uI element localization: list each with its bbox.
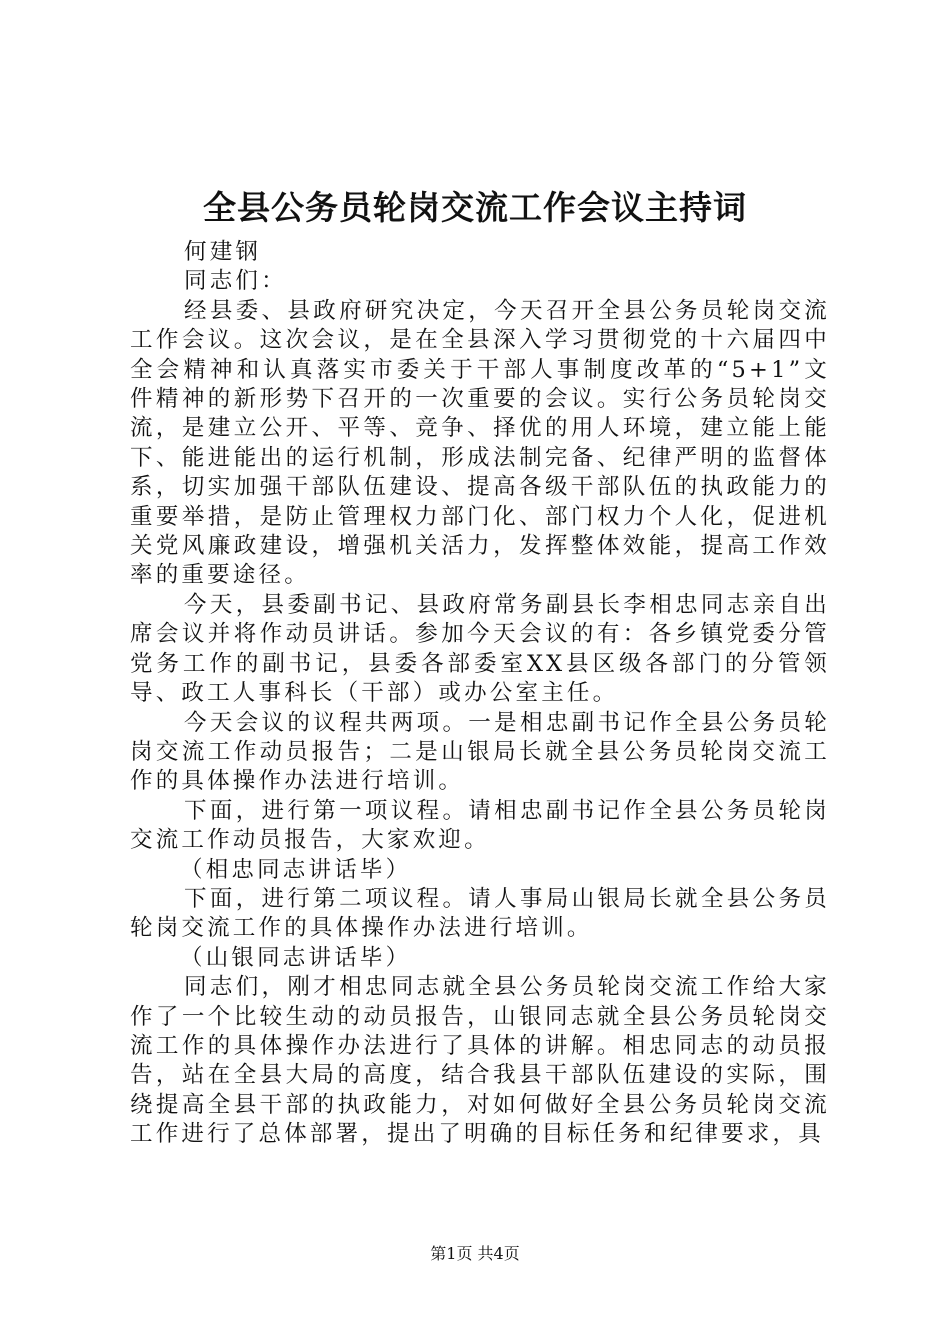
body-paragraph: 同志们，刚才相忠同志就全县公务员轮岗交流工作给大家作了一个比较生动的动员报告，山银同志就全县公务员轮岗交流工作的具体操作办法进行了具体的讲解。相忠同志的动员报告，站在全县大局的高度，结合我县干部队伍建设的实际，围绕提高全县干部的执政能力，对如何做好全县公务员轮岗交流工作进行了总体部署，提出了明确的目标任务和纪律要求，具	[130, 974, 830, 1148]
salutation-line: 同志们：	[184, 268, 287, 295]
body-paragraph: 下面，进行第一项议程。请相忠副书记作全县公务员轮岗交流工作动员报告，大家欢迎。	[130, 797, 830, 854]
document-body	[130, 238, 830, 1150]
body-paragraph: 下面，进行第二项议程。请人事局山银局长就全县公务员轮岗交流工作的具体操作办法进行培训。	[130, 885, 830, 942]
stage-note: （山银同志讲话毕）	[180, 944, 412, 971]
author-line: 何建钢	[184, 239, 262, 265]
body-paragraph: 今天，县委副书记、县政府常务副县长李相忠同志亲自出席会议并将作动员讲话。参加今天会议的有：各乡镇党委分管党务工作的副书记，县委各部委室XX县区级各部门的分管领导、政工人事科长（干部）或办公室主任。	[130, 591, 830, 707]
body-paragraph: 今天会议的议程共两项。一是相忠副书记作全县公务员轮岗交流工作动员报告；二是山银局长就全县公务员轮岗交流工作的具体操作办法进行培训。	[130, 709, 830, 795]
document-title: 全县公务员轮岗交流工作会议主持词	[203, 188, 747, 227]
stage-note: （相忠同志讲话毕）	[180, 856, 412, 883]
body-paragraph: 经县委、县政府研究决定，今天召开全县公务员轮岗交流工作会议。这次会议，是在全县深入学习贯彻党的十六届四中全会精神和认真落实市委关于干部人事制度改革的“5+1”文件精神的新形势下召开的一次重要的会议。实行公务员轮岗交流，是建立公开、平等、竞争、择优的用人环境，建立能上能下、能进能出的运行机制，形成法制完备、纪律严明的监督体系，切实加强干部队伍建设、提高各级干部队伍的执政能力的重要举措，是防止管理权力部门化、部门权力个人化，促进机关党风廉政建设，增强机关活力，发挥整体效能，提高工作效率的重要途径。	[130, 297, 830, 589]
page-footer: 第1页 共4页	[430, 1244, 520, 1263]
